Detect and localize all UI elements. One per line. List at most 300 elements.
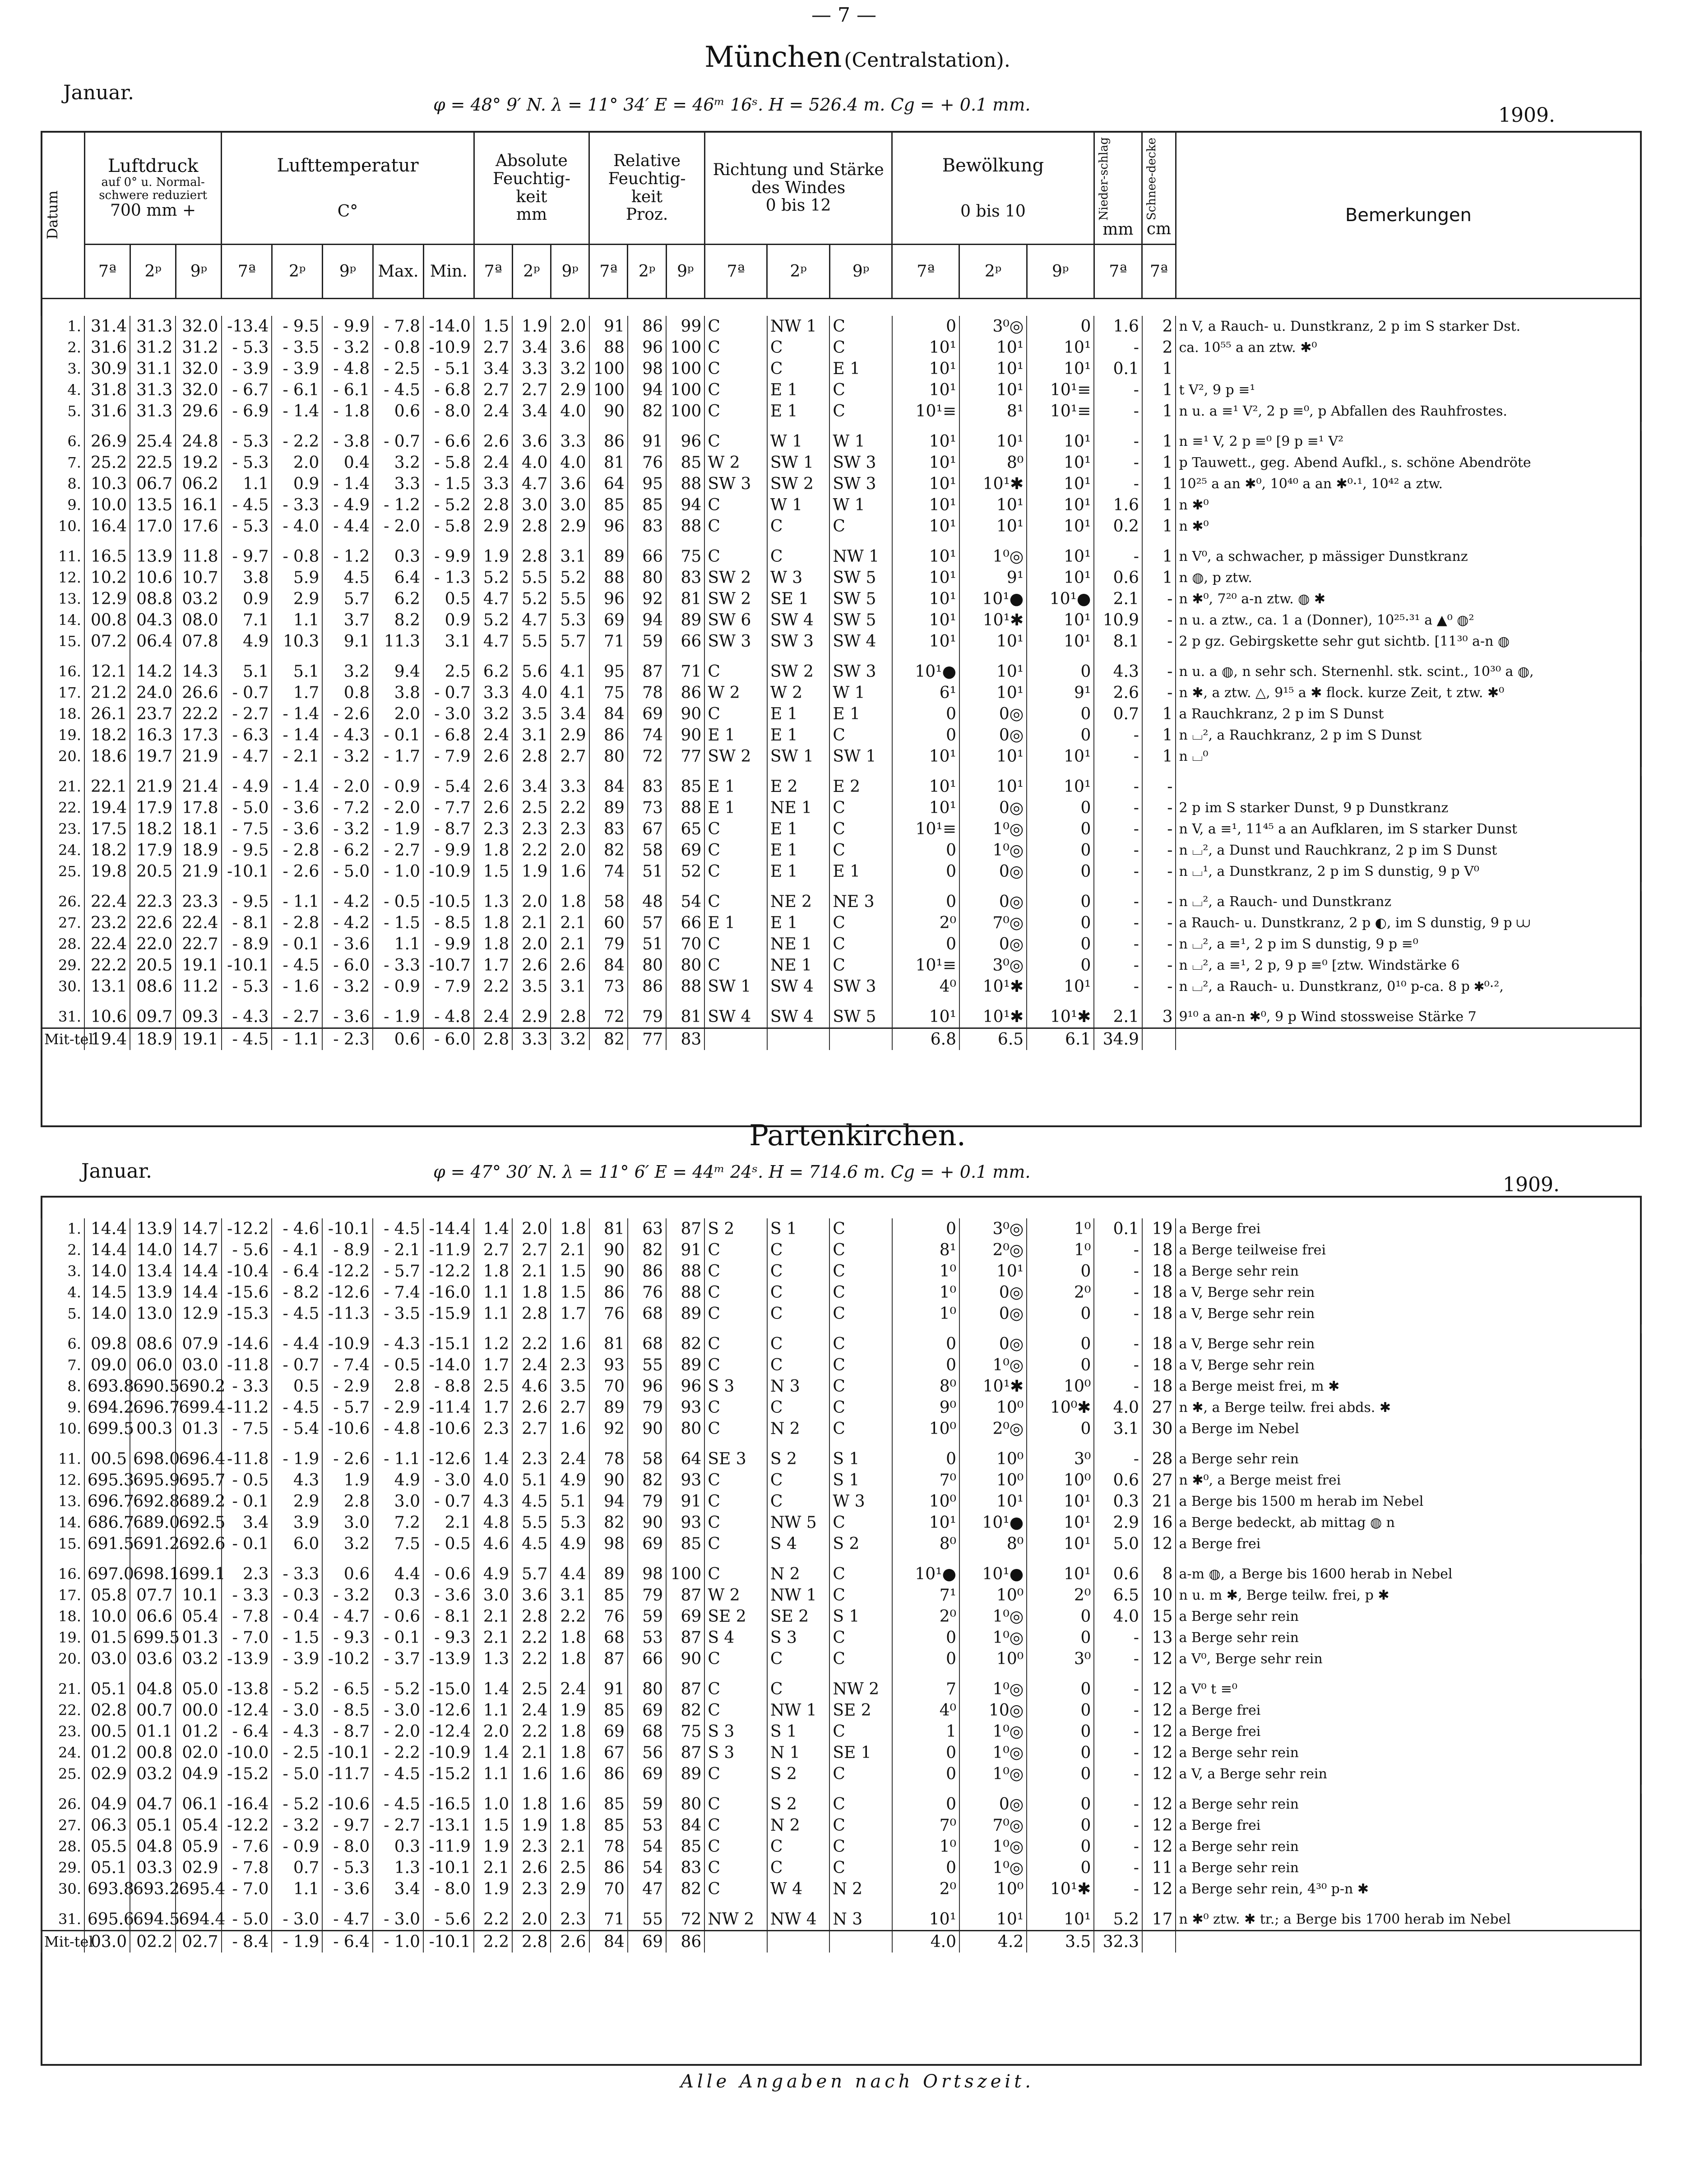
parten-cell-rel-7: 98	[589, 1533, 628, 1555]
munich-cell-ld-7: 16.4	[84, 516, 130, 537]
parten-cell-rel-7: 90	[589, 1261, 628, 1282]
parten-cell-remark: a V, a Berge sehr rein	[1176, 1763, 1641, 1785]
munich-cell-bew-2: 3⁰◎	[959, 316, 1027, 337]
parten-cell-ld-2: 00.8	[130, 1742, 176, 1763]
parten-cell-lt-7: - 3.3	[222, 1376, 272, 1397]
munich-cell-abs-9: 3.6	[551, 337, 589, 358]
munich-gap-cell	[130, 882, 176, 891]
munich-cell-ld-2: 04.3	[130, 610, 176, 631]
munich-cell-wind-7: SW 3	[704, 631, 767, 652]
parten-cell-wind-2: C	[767, 1397, 830, 1418]
munich-cell-wind-9: SW 5	[829, 588, 892, 610]
munich-cell-ld-7: 23.2	[84, 912, 130, 934]
parten-cell-wind-7: C	[704, 1763, 767, 1785]
munich-cell-wind-9: C	[829, 955, 892, 976]
parten-cell-wind-7: C	[704, 1397, 767, 1418]
munich-cell-ld-9: 08.0	[176, 610, 221, 631]
parten-gap-cell	[551, 1670, 589, 1679]
parten-cell-ld-7: 691.5	[84, 1533, 130, 1555]
munich-cell-ld-7: 10.3	[84, 473, 130, 495]
parten-gap-cell	[589, 1439, 628, 1448]
munich-gap-cell	[272, 422, 322, 431]
munich-cell-wind-7: E 1	[704, 912, 767, 934]
parten-cell-lt-9: - 6.4	[322, 1931, 373, 1953]
table-row	[41, 840, 1641, 861]
parten-cell-wind-2: NW 1	[767, 1700, 830, 1721]
munich-cell-lt-9: - 1.2	[322, 546, 373, 567]
parten-cell-schnee: 12	[1142, 1836, 1176, 1857]
parten-cell-lt-9: -12.2	[322, 1261, 373, 1282]
parten-cell-rel-2: 55	[628, 1355, 666, 1376]
munich-cell-wind-7: C	[704, 401, 767, 422]
munich-cell-ld-9: 11.2	[176, 976, 221, 997]
parten-gap-cell	[130, 1555, 176, 1564]
parten-cell-lt-max: - 0.1	[373, 1627, 423, 1648]
munich-cell-lt-min: - 6.6	[423, 431, 474, 452]
parten-cell-wind-9: C	[829, 1836, 892, 1857]
munich-cell-ld-2: 17.9	[130, 840, 176, 861]
table-row	[41, 1448, 1641, 1470]
parten-cell-ld-9: 03.2	[176, 1648, 221, 1670]
parten-cell-abs-9: 1.8	[551, 1815, 589, 1836]
parten-cell-lt-9: 0.6	[322, 1564, 373, 1585]
parten-group-gap	[41, 1785, 1641, 1794]
munich-cell-ld-9: 11.8	[176, 546, 221, 567]
munich-gap-cell	[959, 652, 1027, 661]
parten-cell-wind-2: W 4	[767, 1879, 830, 1900]
munich-cell-date: 10.	[41, 516, 84, 537]
col-datum: Datum	[44, 190, 61, 240]
parten-cell-remark	[1176, 1931, 1641, 1953]
parten-cell-nied: 6.5	[1094, 1585, 1142, 1606]
munich-rows	[41, 316, 1641, 1050]
parten-title: Partenkirchen.	[749, 1119, 966, 1152]
parten-cell-abs-7: 4.0	[474, 1470, 512, 1491]
table-row	[41, 1700, 1641, 1721]
parten-cell-bew-2: 10¹✱	[959, 1376, 1027, 1397]
munich-cell-bew-2: 0◎	[959, 934, 1027, 955]
parten-cell-date: 15.	[41, 1533, 84, 1555]
munich-cell-schnee: -	[1142, 861, 1176, 882]
parten-cell-wind-2: C	[767, 1836, 830, 1857]
parten-cell-schnee: 18	[1142, 1303, 1176, 1324]
munich-cell-ld-7: 25.2	[84, 452, 130, 473]
munich-gap-cell	[628, 767, 666, 776]
munich-cell-lt-7: - 6.7	[222, 379, 272, 401]
parten-gap-cell	[272, 1900, 322, 1909]
parten-cell-rel-7: 81	[589, 1218, 628, 1240]
parten-gap-cell	[551, 1439, 589, 1448]
munich-gap-cell	[474, 537, 512, 546]
munich-cell-ld-9: 22.2	[176, 703, 221, 725]
parten-cell-remark: a Berge frei	[1176, 1721, 1641, 1742]
munich-cell-wind-7: C	[704, 431, 767, 452]
munich-cell-lt-2: - 1.1	[272, 891, 322, 912]
parten-cell-ld-2: 01.1	[130, 1721, 176, 1742]
parten-cell-wind-2: N 2	[767, 1418, 830, 1439]
munich-cell-bew-7: 10¹	[892, 588, 959, 610]
parten-cell-lt-7: - 0.1	[222, 1533, 272, 1555]
parten-cell-rel-7: 78	[589, 1836, 628, 1857]
munich-cell-ld-9: 03.2	[176, 588, 221, 610]
parten-cell-lt-7: -11.2	[222, 1397, 272, 1418]
parten-gap-cell	[322, 1785, 373, 1794]
parten-cell-bew-2: 2⁰◎	[959, 1418, 1027, 1439]
munich-cell-abs-2: 3.3	[512, 358, 551, 379]
parten-cell-wind-7: S 2	[704, 1218, 767, 1240]
parten-cell-bew-7: 1⁰	[892, 1282, 959, 1303]
munich-cell-bew-7: 0	[892, 891, 959, 912]
parten-cell-wind-2: S 1	[767, 1721, 830, 1742]
parten-cell-wind-9: C	[829, 1218, 892, 1240]
parten-cell-wind-9: S 1	[829, 1606, 892, 1627]
h-schnee-7: 7ª	[1142, 245, 1176, 299]
munich-cell-wind-7: E 1	[704, 797, 767, 819]
munich-cell-rel-7: 71	[589, 631, 628, 652]
parten-cell-nied: -	[1094, 1879, 1142, 1900]
parten-cell-rel-9: 88	[666, 1282, 704, 1303]
munich-cell-rel-7: 100	[589, 379, 628, 401]
munich-gap-cell	[1176, 652, 1641, 661]
munich-gap-cell	[1094, 652, 1142, 661]
parten-cell-bew-9: 10¹	[1027, 1512, 1094, 1533]
parten-gap-cell	[373, 1670, 423, 1679]
parten-gap-cell	[1176, 1900, 1641, 1909]
parten-cell-bew-2: 1⁰◎	[959, 1355, 1027, 1376]
parten-gap-cell	[512, 1785, 551, 1794]
munich-gap-cell	[84, 997, 130, 1006]
parten-gap-cell	[474, 1439, 512, 1448]
parten-cell-ld-2: 698.0	[130, 1448, 176, 1470]
munich-cell-wind-7: C	[704, 955, 767, 976]
parten-cell-rel-2: 79	[628, 1491, 666, 1512]
munich-cell-bew-7: 0	[892, 861, 959, 882]
parten-cell-abs-2: 2.3	[512, 1836, 551, 1857]
parten-cell-lt-2: - 3.9	[272, 1648, 322, 1670]
h-abs-7: 7ª	[474, 245, 512, 299]
parten-cell-lt-9: -10.9	[322, 1333, 373, 1355]
munich-cell-bew-7: 0	[892, 725, 959, 746]
munich-cell-ld-9: 21.9	[176, 746, 221, 767]
parten-cell-date: 9.	[41, 1397, 84, 1418]
munich-cell-schnee: -	[1142, 682, 1176, 703]
parten-cell-ld-2: 07.7	[130, 1585, 176, 1606]
munich-cell-lt-7: - 4.5	[222, 1028, 272, 1050]
parten-cell-rel-9: 87	[666, 1742, 704, 1763]
munich-gap-cell	[322, 652, 373, 661]
h-ld-9: 9ᵖ	[176, 245, 222, 299]
parten-cell-ld-7: 686.7	[84, 1512, 130, 1533]
parten-cell-rel-7: 68	[589, 1627, 628, 1648]
parten-cell-bew-9: 0	[1027, 1355, 1094, 1376]
parten-cell-rel-9: 82	[666, 1700, 704, 1721]
munich-cell-abs-9: 2.0	[551, 840, 589, 861]
parten-cell-abs-9: 2.9	[551, 1879, 589, 1900]
munich-cell-rel-7: 84	[589, 703, 628, 725]
parten-cell-rel-7: 87	[589, 1648, 628, 1670]
munich-gap-cell	[829, 997, 892, 1006]
parten-gap-cell	[829, 1439, 892, 1448]
parten-gap-cell	[1176, 1439, 1641, 1448]
parten-cell-remark: a Berge bis 1500 m herab im Nebel	[1176, 1491, 1641, 1512]
parten-cell-bew-7: 0	[892, 1742, 959, 1763]
col-wind: Richtung und Stärke des Windes	[713, 161, 884, 197]
parten-gap-cell	[272, 1324, 322, 1333]
parten-cell-rel-2: 68	[628, 1303, 666, 1324]
parten-cell-date: 4.	[41, 1282, 84, 1303]
munich-cell-rel-9: 81	[666, 1006, 704, 1028]
h-lt-2: 2ᵖ	[272, 245, 323, 299]
munich-cell-rel-2: 98	[628, 358, 666, 379]
munich-cell-rel-7: 89	[589, 797, 628, 819]
parten-cell-lt-max: - 4.5	[373, 1218, 423, 1240]
munich-cell-nied: 4.3	[1094, 661, 1142, 682]
parten-cell-lt-min: -16.0	[423, 1282, 474, 1303]
parten-cell-bew-2: 1⁰◎	[959, 1606, 1027, 1627]
munich-gap-cell	[222, 537, 272, 546]
parten-cell-remark: a V, Berge sehr rein	[1176, 1333, 1641, 1355]
parten-cell-rel-7: 67	[589, 1742, 628, 1763]
munich-gap-cell	[829, 882, 892, 891]
munich-cell-ld-9: 31.2	[176, 337, 221, 358]
munich-gap-cell	[1027, 652, 1094, 661]
munich-cell-lt-min: - 8.7	[423, 819, 474, 840]
parten-cell-schnee: 12	[1142, 1794, 1176, 1815]
munich-cell-lt-max: 3.2	[373, 452, 423, 473]
col-wind-unit: 0 bis 12	[765, 196, 831, 215]
parten-gap-cell	[373, 1900, 423, 1909]
munich-gap-cell	[1027, 882, 1094, 891]
munich-cell-ld-2: 16.3	[130, 725, 176, 746]
munich-cell-wind-7	[704, 1028, 767, 1050]
munich-cell-abs-7: 1.8	[474, 912, 512, 934]
parten-cell-lt-7: -10.4	[222, 1261, 272, 1282]
munich-cell-bew-2: 10¹✱	[959, 610, 1027, 631]
parten-cell-bew-7: 1⁰	[892, 1261, 959, 1282]
parten-cell-lt-2: - 5.0	[272, 1763, 322, 1785]
parten-cell-abs-9: 2.4	[551, 1448, 589, 1470]
munich-cell-schnee: 1	[1142, 495, 1176, 516]
munich-cell-rel-7: 90	[589, 401, 628, 422]
parten-cell-abs-9: 1.8	[551, 1218, 589, 1240]
h-abs-9: 9ᵖ	[551, 245, 589, 299]
parten-cell-lt-9: - 9.3	[322, 1627, 373, 1648]
munich-cell-lt-2: - 3.6	[272, 819, 322, 840]
parten-cell-remark: a V, Berge sehr rein	[1176, 1282, 1641, 1303]
parten-cell-abs-2: 1.6	[512, 1763, 551, 1785]
parten-cell-nied: -	[1094, 1282, 1142, 1303]
munich-cell-ld-2: 10.6	[130, 567, 176, 588]
parten-gap-cell	[512, 1900, 551, 1909]
munich-cell-bew-2: 0◎	[959, 891, 1027, 912]
col-bem: Bemerkungen	[1345, 204, 1472, 226]
parten-cell-bew-9: 0	[1027, 1794, 1094, 1815]
parten-gap-cell	[1176, 1555, 1641, 1564]
munich-cell-abs-7: 3.2	[474, 703, 512, 725]
munich-gap-cell	[589, 652, 628, 661]
parten-gap-cell	[704, 1670, 767, 1679]
col-luftdruck: Luftdruck	[107, 156, 199, 177]
munich-cell-bew-9: 10¹≡	[1027, 401, 1094, 422]
h-bew-2: 2ᵖ	[959, 245, 1027, 299]
parten-cell-bew-9: 0	[1027, 1742, 1094, 1763]
parten-cell-lt-9: - 2.9	[322, 1376, 373, 1397]
munich-cell-ld-9: 32.0	[176, 358, 221, 379]
munich-cell-lt-min: -10.7	[423, 955, 474, 976]
munich-cell-bew-2: 0◎	[959, 797, 1027, 819]
table-row	[41, 661, 1641, 682]
munich-gap-cell	[322, 537, 373, 546]
parten-cell-rel-2: 55	[628, 1909, 666, 1931]
munich-cell-ld-9: 32.0	[176, 316, 221, 337]
parten-cell-nied: -	[1094, 1836, 1142, 1857]
munich-cell-abs-2: 2.0	[512, 934, 551, 955]
munich-cell-rel-9: 77	[666, 746, 704, 767]
parten-cell-rel-7: 85	[589, 1700, 628, 1721]
parten-cell-schnee: 13	[1142, 1627, 1176, 1648]
munich-cell-lt-7: - 7.5	[222, 819, 272, 840]
parten-cell-bew-7: 8¹	[892, 1240, 959, 1261]
munich-gap-cell	[829, 652, 892, 661]
parten-cell-rel-2: 69	[628, 1763, 666, 1785]
munich-cell-rel-7: 95	[589, 661, 628, 682]
parten-cell-abs-2: 2.1	[512, 1261, 551, 1282]
munich-cell-ld-2: 22.0	[130, 934, 176, 955]
munich-cell-date: 1.	[41, 316, 84, 337]
parten-cell-bew-2: 4.2	[959, 1931, 1027, 1953]
parten-cell-abs-7: 1.4	[474, 1679, 512, 1700]
parten-cell-ld-9: 14.7	[176, 1240, 221, 1261]
munich-cell-lt-9: - 4.2	[322, 891, 373, 912]
munich-gap-cell	[272, 767, 322, 776]
munich-cell-abs-7: 5.2	[474, 567, 512, 588]
munich-gap-cell	[959, 537, 1027, 546]
parten-gap-cell	[176, 1670, 221, 1679]
parten-cell-remark: a Berge sehr rein	[1176, 1606, 1641, 1627]
h-rel-9: 9ᵖ	[666, 245, 704, 299]
parten-cell-remark: a Berge frei	[1176, 1700, 1641, 1721]
munich-cell-ld-2: 31.3	[130, 379, 176, 401]
parten-cell-ld-9: 01.3	[176, 1627, 221, 1648]
munich-cell-wind-2: C	[767, 546, 830, 567]
parten-cell-date: 5.	[41, 1303, 84, 1324]
munich-cell-remark: n ✱⁰, 7²⁰ a-n ztw. ◍ ✱	[1176, 588, 1641, 610]
parten-cell-abs-7: 1.4	[474, 1448, 512, 1470]
parten-gap-cell	[1094, 1324, 1142, 1333]
munich-gap-cell	[1094, 537, 1142, 546]
h-wind-9: 9ᵖ	[829, 245, 892, 299]
munich-cell-lt-max: 8.2	[373, 610, 423, 631]
munich-cell-lt-min: 3.1	[423, 631, 474, 652]
munich-cell-lt-7: -10.1	[222, 955, 272, 976]
munich-cell-rel-7: 82	[589, 840, 628, 861]
munich-cell-schnee: 1	[1142, 358, 1176, 379]
munich-cell-wind-9: NE 3	[829, 891, 892, 912]
parten-cell-bew-7: 8⁰	[892, 1533, 959, 1555]
parten-cell-rel-7: 92	[589, 1418, 628, 1439]
table-row	[41, 955, 1641, 976]
munich-cell-abs-2: 2.9	[512, 1006, 551, 1028]
munich-cell-rel-9: 69	[666, 840, 704, 861]
munich-cell-date: 16.	[41, 661, 84, 682]
munich-cell-rel-7: 72	[589, 1006, 628, 1028]
parten-gap-cell	[767, 1900, 830, 1909]
parten-cell-rel-9: 90	[666, 1648, 704, 1670]
parten-cell-abs-9: 1.9	[551, 1700, 589, 1721]
parten-cell-nied: -	[1094, 1700, 1142, 1721]
table-row	[41, 588, 1641, 610]
parten-cell-wind-2: C	[767, 1470, 830, 1491]
munich-cell-date: 9.	[41, 495, 84, 516]
parten-cell-abs-2: 1.8	[512, 1282, 551, 1303]
munich-cell-remark: p Tauwett., geg. Abend Aufkl., s. schöne Abendröte	[1176, 452, 1641, 473]
munich-cell-bew-9: 6.1	[1027, 1028, 1094, 1050]
munich-cell-schnee: 1	[1142, 746, 1176, 767]
munich-cell-abs-7: 2.4	[474, 401, 512, 422]
parten-cell-abs-7: 1.9	[474, 1879, 512, 1900]
parten-cell-bew-9: 0	[1027, 1815, 1094, 1836]
munich-cell-ld-2: 23.7	[130, 703, 176, 725]
parten-cell-ld-7: 01.5	[84, 1627, 130, 1648]
munich-cell-lt-9: 0.8	[322, 682, 373, 703]
munich-cell-lt-9: 5.7	[322, 588, 373, 610]
parten-cell-wind-7: C	[704, 1491, 767, 1512]
munich-cell-rel-9: 88	[666, 516, 704, 537]
parten-cell-rel-7: 85	[589, 1794, 628, 1815]
parten-cell-date: 12.	[41, 1470, 84, 1491]
munich-cell-lt-9: - 3.2	[322, 337, 373, 358]
parten-gap-cell	[829, 1785, 892, 1794]
parten-cell-bew-9: 0	[1027, 1606, 1094, 1627]
parten-gap-cell	[959, 1900, 1027, 1909]
munich-cell-nied: 8.1	[1094, 631, 1142, 652]
munich-header-table	[41, 131, 1642, 299]
munich-cell-nied: 0.7	[1094, 703, 1142, 725]
munich-cell-remark: n ⌴², a Dunst und Rauchkranz, 2 p im S Dunst	[1176, 840, 1641, 861]
parten-cell-nied: -	[1094, 1448, 1142, 1470]
munich-cell-lt-9: - 3.2	[322, 746, 373, 767]
parten-gap-cell	[373, 1324, 423, 1333]
parten-gap-cell	[84, 1670, 130, 1679]
munich-cell-nied: 10.9	[1094, 610, 1142, 631]
table-row	[41, 379, 1641, 401]
munich-cell-rel-7: 69	[589, 610, 628, 631]
munich-cell-abs-9: 5.7	[551, 631, 589, 652]
munich-cell-schnee: 1	[1142, 452, 1176, 473]
munich-cell-bew-7: 0	[892, 934, 959, 955]
parten-gap-cell	[373, 1555, 423, 1564]
munich-cell-ld-2: 22.5	[130, 452, 176, 473]
munich-cell-lt-max: - 0.1	[373, 725, 423, 746]
munich-cell-wind-2: W 1	[767, 495, 830, 516]
parten-cell-rel-7: 93	[589, 1355, 628, 1376]
parten-cell-bew-2: 10⁰	[959, 1397, 1027, 1418]
parten-cell-lt-max: - 3.5	[373, 1303, 423, 1324]
munich-cell-lt-9: 3.2	[322, 661, 373, 682]
munich-cell-ld-7: 19.4	[84, 1028, 130, 1050]
parten-cell-lt-min: - 8.8	[423, 1376, 474, 1397]
munich-cell-ld-9: 19.2	[176, 452, 221, 473]
parten-cell-ld-7: 05.1	[84, 1679, 130, 1700]
parten-cell-rel-2: 54	[628, 1836, 666, 1857]
munich-cell-bew-7: 10¹≡	[892, 401, 959, 422]
parten-gap-cell	[423, 1785, 474, 1794]
munich-cell-lt-2: - 3.9	[272, 358, 322, 379]
parten-cell-wind-2: NW 1	[767, 1585, 830, 1606]
munich-cell-lt-max: 3.3	[373, 473, 423, 495]
munich-cell-abs-2: 2.8	[512, 516, 551, 537]
munich-cell-lt-9: 9.1	[322, 631, 373, 652]
